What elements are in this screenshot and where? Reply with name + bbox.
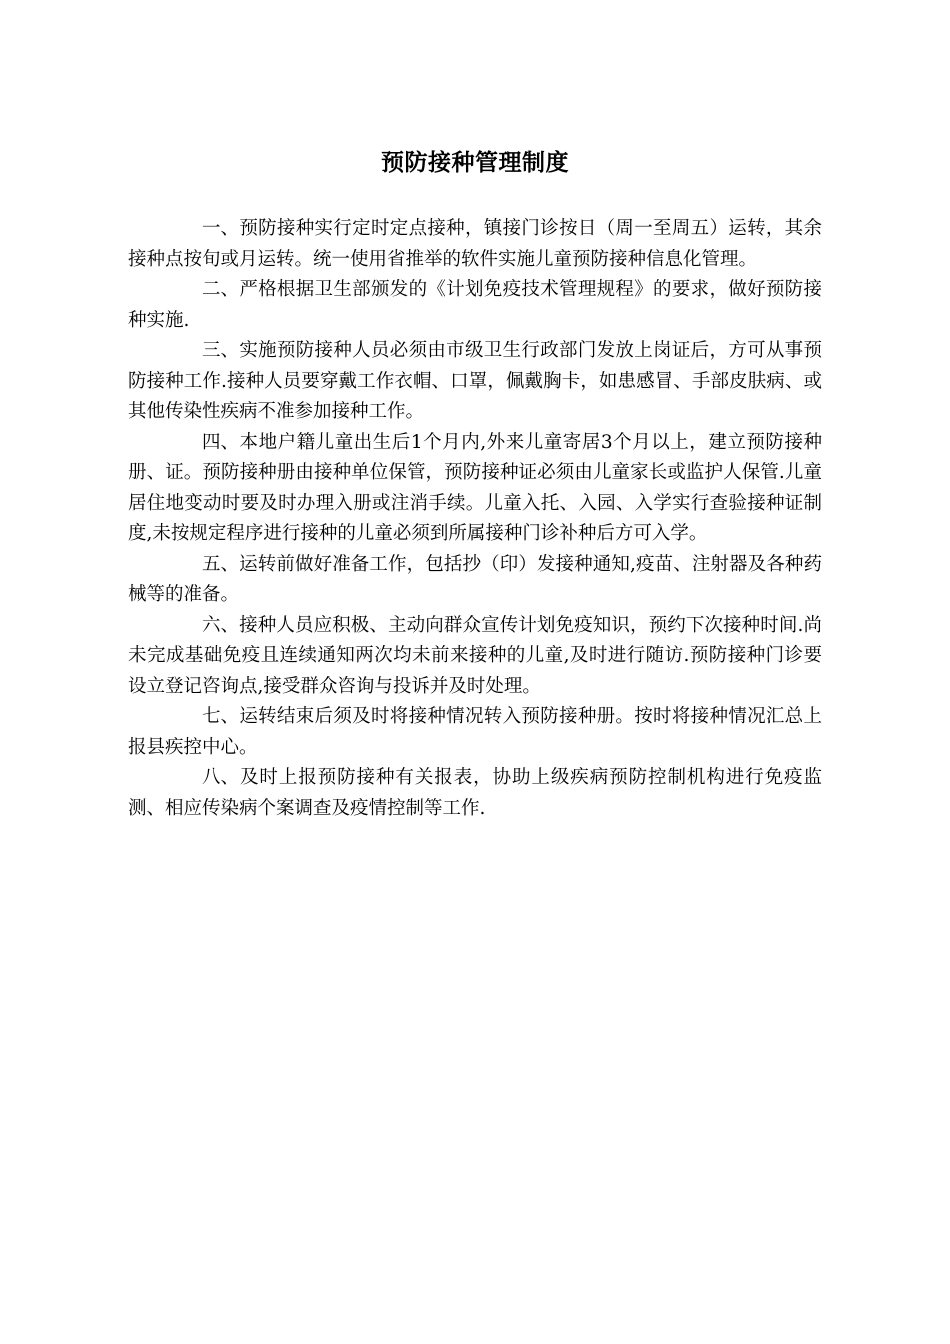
- clause-text: 及时上报预防接种有关报表，协助上级疾病预防控制机构进行免疫监测、相应传染病个案调查及疫情控制等工作.: [128, 767, 822, 819]
- document-title: 预防接种管理制度: [381, 150, 569, 176]
- clause-number: 七、: [202, 706, 240, 727]
- clause-1: [128, 214, 822, 275]
- clause-5: [128, 550, 822, 611]
- clause-text: 实施预防接种人员必须由市级卫生行政部门发放上岗证后，方可从事预防接种工作.接种人员要穿戴工作衣帽、口罩，佩戴胸卡，如患感冒、手部皮肤病、或其他传染性疾病不准参加接种工作。: [128, 340, 822, 422]
- clause-text: 接种人员应积极、主动向群众宣传计划免疫知识，预约下次接种时间.尚未完成基础免疫且连续通知两次均未前来接种的儿童,及时进行随访.预防接种门诊要设立登记咨询点,接受群众咨询与投诉并及时处理。: [128, 614, 822, 697]
- clause-number: 四、: [202, 431, 240, 453]
- clause-number: 六、: [202, 614, 240, 636]
- clause-8: [128, 763, 822, 824]
- clause-number: 五、: [202, 553, 240, 575]
- clause-text: 运转前做好准备工作，包括抄（印）发接种通知,疫苗、注射器及各种药械等的准备。: [128, 553, 822, 605]
- clause-text: 严格根据卫生部颁发的《计划免疫技术管理规程》的要求，做好预防接种实施.: [128, 279, 822, 331]
- clause-number: 三、: [202, 340, 240, 361]
- clause-text: 预防接种实行定时定点接种，镇接门诊按日（周一至周五）运转，其余接种点按旬或月运转。统一使用省推举的软件实施儿童预防接种信息化管理。: [128, 218, 822, 270]
- clause-text: 本地户籍儿童出生后1个月内,外来儿童寄居3个月以上，建立预防接种册、证。预防接种册由接种单位保管，预防接种证必须由儿童家长或监护人保管.儿童居住地变动时要及时办理入册或注消手续。儿童入托、入园、入学实行查验接种证制度,未按规定程序进行接种的儿童必须到所属接种门诊补种后方可入学。: [128, 431, 822, 544]
- document-body: [128, 214, 822, 824]
- clause-2: [128, 275, 822, 336]
- clause-6: [128, 611, 822, 703]
- clause-number: 八、: [202, 767, 240, 788]
- clause-4: [128, 428, 822, 550]
- clause-number: 一、: [202, 218, 240, 239]
- clause-number: 二、: [202, 279, 240, 300]
- clause-7: [128, 702, 822, 763]
- clause-3: [128, 336, 822, 428]
- clause-text: 运转结束后须及时将接种情况转入预防接种册。按时将接种情况汇总上报县疾控中心。: [128, 706, 822, 758]
